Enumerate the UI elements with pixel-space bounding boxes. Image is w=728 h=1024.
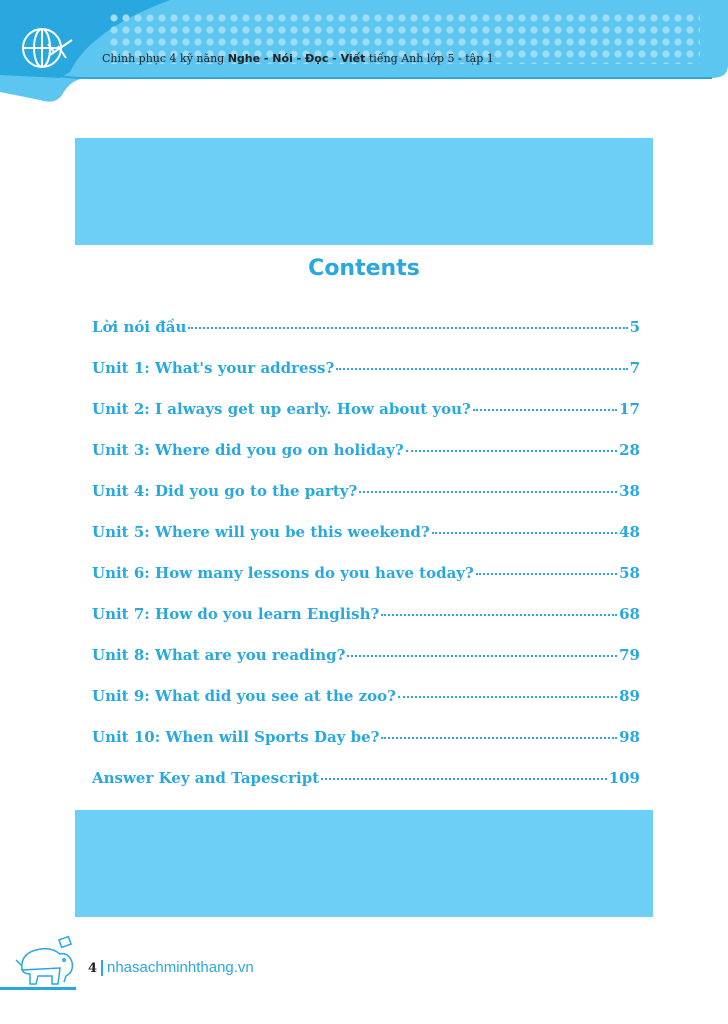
toc-page: 89 [619,687,640,705]
toc-page: 58 [619,564,640,582]
toc-item[interactable] [92,441,640,482]
toc-item[interactable] [92,769,640,810]
toc-page: 109 [608,769,640,787]
website-link[interactable]: nhasachminhthang.vn [101,960,254,976]
toc-label: Lời nói đầu [92,318,187,336]
toc-page: 17 [619,400,640,418]
toc-page: 5 [629,318,640,336]
bottom-blue-box [75,810,653,917]
toc-page: 28 [619,441,640,459]
header-title [102,52,494,65]
toc-item[interactable] [92,359,640,400]
toc-page: 98 [619,728,640,746]
footer-rule [0,987,76,990]
elephant-logo-icon [14,932,90,988]
toc-label: Answer Key and Tapescript [92,769,320,787]
toc-page: 79 [619,646,640,664]
leader-dots [347,655,617,657]
toc-label: Unit 5: Where will you be this weekend? [92,523,430,541]
page-header [0,0,728,110]
toc-page: 68 [619,605,640,623]
leader-dots [381,737,617,739]
toc-item[interactable] [92,687,640,728]
leader-dots [398,696,617,698]
toc-label: Unit 9: What did you see at the zoo? [92,687,396,705]
header-prefix: Chinh phục 4 kỹ năng [102,52,228,65]
toc-item[interactable] [92,564,640,605]
page-title: Contents [308,256,420,281]
toc-item[interactable] [92,523,640,564]
toc-item[interactable] [92,728,640,769]
toc-label: Unit 2: I always get up early. How about you? [92,400,471,418]
leader-dots [432,532,617,534]
toc-label: Unit 1: What's your address? [92,359,335,377]
toc-label: Unit 7: How do you learn English? [92,605,380,623]
page-number: 4 [88,961,98,976]
toc-item[interactable] [92,482,640,523]
toc-page: 38 [619,482,640,500]
toc-item[interactable] [92,646,640,687]
toc-label: Unit 8: What are you reading? [92,646,346,664]
toc-page: 48 [619,523,640,541]
page-footer [0,930,400,990]
toc-item[interactable] [92,318,640,359]
leader-dots [359,491,617,493]
toc-label: Unit 3: Where did you go on holiday? [92,441,404,459]
leader-dots [406,450,618,452]
toc-label: Unit 4: Did you go to the party? [92,482,358,500]
leader-dots [336,368,627,370]
toc-page: 7 [629,359,640,377]
toc-label: Unit 6: How many lessons do you have today? [92,564,474,582]
leader-dots [321,778,607,780]
leader-dots [476,573,617,575]
header-suffix: tiếng Anh lớp 5 - tập 1 [365,52,494,65]
leader-dots [381,614,617,616]
leader-dots [188,327,627,329]
top-blue-box [75,138,653,245]
header-skills: Nghe - Nói - Đọc - Viết [227,52,366,65]
toc-label: Unit 10: When will Sports Day be? [92,728,380,746]
toc-item[interactable] [92,400,640,441]
leader-dots [473,409,617,411]
table-of-contents [92,318,640,810]
toc-item[interactable] [92,605,640,646]
